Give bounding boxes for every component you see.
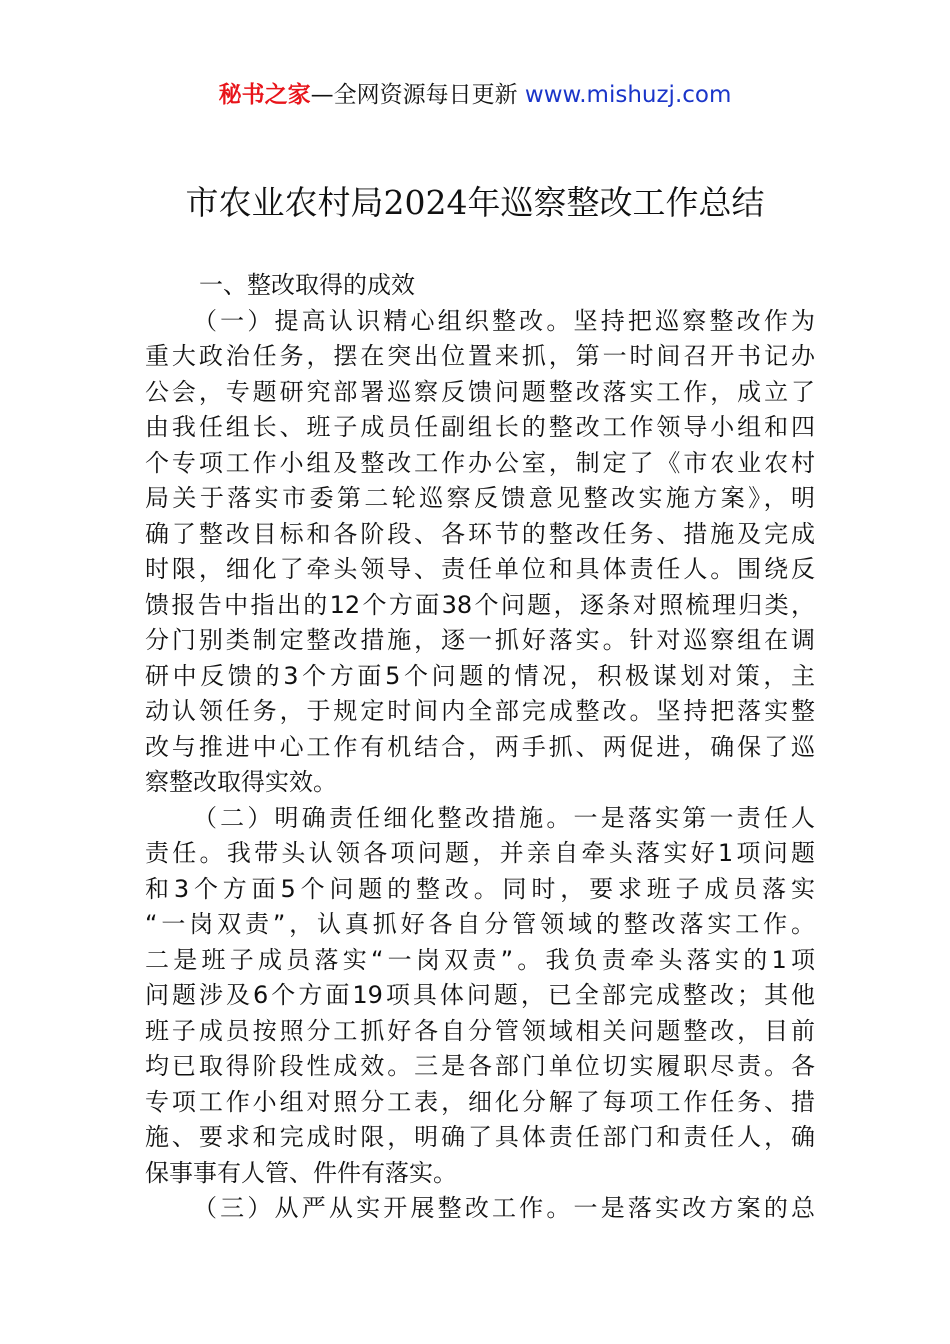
- paragraph-line: 和3个方面5个问题的整改。同时，要求班子成员落实: [145, 874, 815, 903]
- paragraph-line: 局关于落实市委第二轮巡察反馈意见整改实施方案》，明: [145, 484, 815, 512]
- site-header: [0, 78, 950, 112]
- paragraph-line: 施、要求和完成时限，明确了具体责任部门和责任人，确: [145, 1123, 815, 1151]
- paragraph-line: 个专项工作小组及整改工作办公室，制定了《市农业农村: [145, 448, 815, 477]
- paragraph-line: 问题涉及6个方面19项具体问题，已全部完成整改；其他: [145, 981, 815, 1009]
- document-body: [145, 268, 815, 1227]
- document-title: 市农业农村局2024年巡察整改工作总结: [185, 183, 765, 222]
- paragraph-line: 专项工作小组对照分工表，细化分解了每项工作任务、措: [145, 1087, 815, 1116]
- paragraph-line: 确了整改目标和各阶段、各环节的整改任务、措施及完成: [145, 519, 815, 548]
- site-url-link[interactable]: www.mishuzj.com: [524, 82, 732, 108]
- paragraph-line: 责任。我带头认领各项问题，并亲自牵头落实好1项问题: [145, 839, 815, 867]
- paragraph-line: 重大政治任务，摆在突出位置来抓，第一时间召开书记办: [145, 342, 815, 370]
- site-tagline: —全网资源每日更新: [310, 82, 525, 108]
- section-heading: 一、整改取得的成效: [199, 271, 415, 299]
- site-brand: 秘书之家: [218, 82, 311, 108]
- paragraph-line: “一岗双责”，认真抓好各自分管领域的整改落实工作。: [145, 910, 815, 938]
- paragraph-line: 馈报告中指出的12个方面38个问题，逐条对照梳理归类，: [145, 590, 815, 619]
- paragraph-line: 二是班子成员落实“一岗双责”。我负责牵头落实的1项: [145, 945, 815, 974]
- paragraph-line: 保事事有人管、件件有落实。: [145, 1158, 457, 1187]
- paragraph-line: 均已取得阶段性成效。三是各部门单位切实履职尽责。各: [145, 1052, 815, 1080]
- paragraph-line: （一）提高认识精心组织整改。坚持把巡察整改作为: [193, 306, 815, 335]
- paragraph-line: 动认领任务，于规定时间内全部完成整改。坚持把落实整: [145, 697, 815, 725]
- paragraph-line: 班子成员按照分工抓好各自分管领域相关问题整改，目前: [145, 1016, 815, 1045]
- paragraph-line: （三）从严从实开展整改工作。一是落实改方案的总: [193, 1194, 815, 1222]
- paragraph-line: 公会，专题研究部署巡察反馈问题整改落实工作，成立了: [145, 377, 815, 406]
- paragraph-line: 改与推进中心工作有机结合，两手抓、两促进，确保了巡: [145, 732, 815, 761]
- paragraph-line: 时限，细化了牵头领导、责任单位和具体责任人。围绕反: [145, 555, 815, 583]
- paragraph-line: 由我任组长、班子成员任副组长的整改工作领导小组和四: [145, 413, 815, 441]
- paragraph-line: （二）明确责任细化整改措施。一是落实第一责任人: [193, 803, 815, 832]
- paragraph-line: 研中反馈的3个方面5个问题的情况，积极谋划对策，主: [145, 661, 815, 690]
- paragraph-line: 察整改取得实效。: [145, 768, 337, 796]
- paragraph-line: 分门别类制定整改措施，逐一抓好落实。针对巡察组在调: [145, 626, 815, 654]
